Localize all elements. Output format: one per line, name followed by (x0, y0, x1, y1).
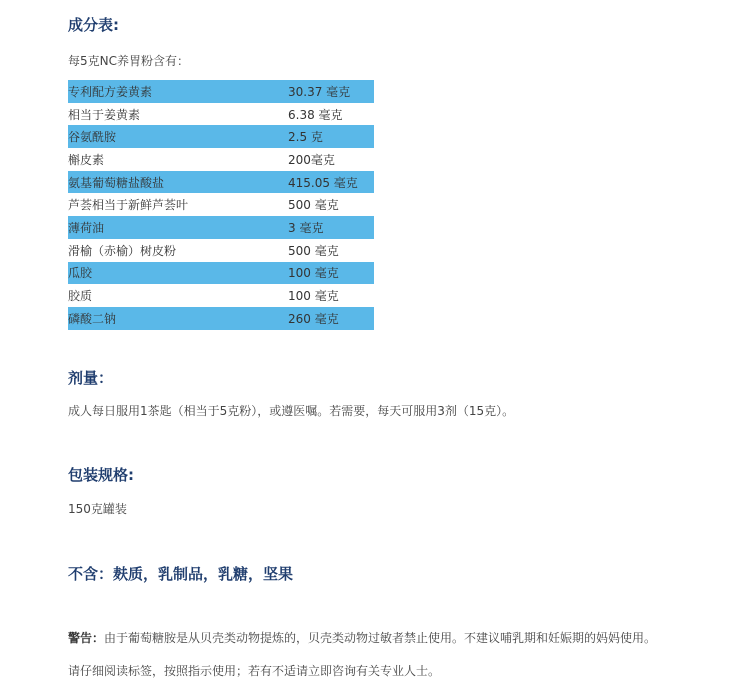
ingredient-row (68, 103, 374, 126)
ingredient-amount: 200毫克 (288, 152, 335, 167)
warning-text (68, 629, 656, 646)
ingredient-row (68, 262, 374, 285)
packaging-text: 150克罐装 (68, 502, 127, 516)
ingredient-name: 滑榆（赤榆）树皮粉 (68, 243, 177, 258)
warning-body: 由于葡萄糖胺是从贝壳类动物提炼的，贝壳类动物过敏者禁止使用。不建议哺乳期和妊娠期的妈妈使用。 (104, 631, 657, 645)
ingredient-row (68, 193, 374, 216)
ingredient-amount: 2.5 克 (288, 125, 374, 148)
ingredient-name: 芦荟相当于新鲜芦荟叶 (68, 198, 189, 213)
packaging-heading: 包装规格: (68, 466, 134, 484)
ingredient-row (68, 239, 374, 262)
ingredient-amount: 500 毫克 (288, 198, 339, 213)
ingredient-amount: 100 毫克 (288, 289, 339, 304)
ingredient-name: 瓜胶 (68, 262, 288, 285)
ingredient-name: 磷酸二钠 (68, 307, 288, 330)
ingredient-row (68, 148, 374, 171)
ingredient-amount: 260 毫克 (288, 307, 374, 330)
warning-label: 警告： (68, 631, 105, 645)
ingredient-amount: 30.37 毫克 (288, 80, 374, 103)
ingredient-name: 胶质 (68, 289, 93, 304)
ingredient-name: 槲皮素 (68, 152, 105, 167)
dosage-heading: 剂量： (68, 369, 114, 387)
ingredient-row (68, 125, 374, 148)
ingredient-amount: 500 毫克 (288, 243, 339, 258)
ingredient-amount: 415.05 毫克 (288, 171, 374, 194)
dosage-text: 成人每日服用1茶匙（相当于5克粉），或遵医嘱。若需要，每天可服用3剂（15克）。 (68, 404, 515, 418)
ingredient-amount: 6.38 毫克 (288, 107, 343, 122)
ingredient-name: 专利配方姜黄素 (68, 80, 288, 103)
ingredient-row (68, 216, 374, 239)
ingredient-name: 氨基葡萄糖盐酸盐 (68, 171, 288, 194)
ingredient-name: 谷氨酰胺 (68, 125, 288, 148)
ingredients-table (68, 80, 374, 330)
free-from-statement: 不含：麸质，乳制品，乳糖，坚果 (68, 565, 294, 583)
ingredient-amount: 100 毫克 (288, 262, 374, 285)
ingredient-row (68, 284, 374, 307)
ingredient-row (68, 171, 374, 194)
ingredient-row (68, 307, 374, 330)
ingredient-amount: 3 毫克 (288, 216, 374, 239)
ingredient-row (68, 80, 374, 103)
ingredients-intro: 每5克NC养胃粉含有： (68, 54, 189, 68)
ingredients-heading: 成分表: (68, 16, 119, 34)
usage-note: 请仔细阅读标签，按照指示使用；若有不适请立即咨询有关专业人士。 (68, 664, 441, 678)
ingredient-name: 薄荷油 (68, 216, 288, 239)
ingredient-name: 相当于姜黄素 (68, 107, 141, 122)
